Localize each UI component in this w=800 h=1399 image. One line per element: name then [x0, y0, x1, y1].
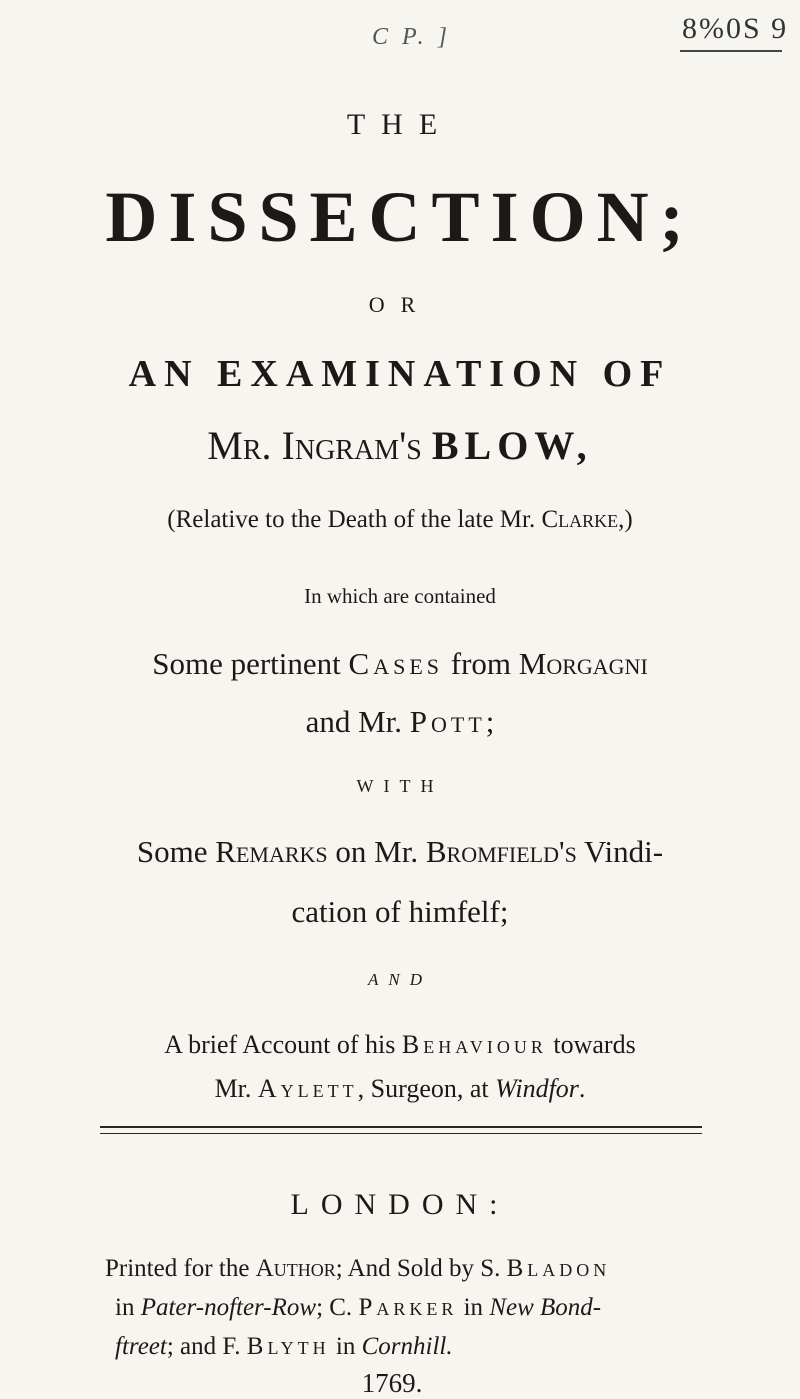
remarks-word: Remarks [215, 834, 328, 869]
brief-towards: towards [546, 1030, 636, 1059]
imprint-paternoster: Pater-nofter-Row [140, 1294, 317, 1321]
imprint-in-2: in [457, 1294, 490, 1321]
brief-line-2 [0, 1074, 800, 1104]
cases-pott: Pott [409, 704, 486, 739]
imprint-city: LONDON: [290, 1188, 510, 1221]
imprint-street: ftreet [115, 1333, 167, 1360]
remarks-end: Vindi- [576, 834, 664, 869]
remarks-on: on Mr. [327, 834, 426, 869]
brief-aylett: Aylett [257, 1074, 358, 1103]
imprint-printed: Printed for the [105, 1255, 256, 1282]
shelfmark-underline [680, 50, 782, 52]
imprint-bladon: Bladon [506, 1255, 611, 1282]
imprint-parker: Parker [358, 1294, 458, 1321]
subtitle-blow [0, 422, 800, 469]
double-rule-bottom [100, 1133, 702, 1134]
title-the: THE [346, 108, 454, 141]
imprint-new-bond: New Bond- [489, 1294, 602, 1321]
shelfmark-right: 8%0S 9 [682, 12, 789, 45]
cases-word: Cases [348, 646, 443, 681]
remarks-text-a: Some [136, 834, 216, 869]
cases-from: from [443, 646, 519, 681]
title-or: OR [368, 292, 432, 317]
brief-line-1 [0, 1030, 800, 1060]
blow-prefix: Mr. Ingram's [207, 423, 422, 468]
imprint-date: 1769. [361, 1368, 423, 1398]
imprint-in: in [115, 1294, 141, 1321]
cases-text-b: and Mr. [305, 704, 410, 739]
subtitle-examination: AN EXAMINATION OF [128, 353, 672, 395]
cases-line-2 [0, 704, 800, 740]
cases-text-a: Some pertinent [152, 646, 349, 681]
cases-morgagni: Morgagni [518, 646, 648, 681]
brief-behaviour: Behaviour [401, 1030, 547, 1059]
imprint-and-f: ; and F. [166, 1333, 247, 1360]
relative-close: ,) [618, 506, 633, 533]
cases-end: ; [485, 704, 495, 739]
imprint-author: Author [255, 1255, 336, 1282]
imprint-blyth: Blyth [246, 1333, 330, 1360]
imprint-sold: ; And Sold by S. [335, 1255, 507, 1282]
title-main: DISSECTION; [105, 177, 695, 257]
imprint-cornhill: Cornhill. [361, 1333, 453, 1360]
relative-line [0, 506, 800, 534]
imprint-c: ; C. [316, 1294, 359, 1321]
brief-end: . [578, 1074, 586, 1103]
imprint-line-3 [115, 1333, 453, 1361]
brief-windsor: Windfor [495, 1074, 579, 1103]
relative-open: (Relative to the Death of the late Mr. [167, 506, 542, 533]
blow-word: BLOW, [431, 423, 593, 468]
imprint-line-1 [105, 1255, 610, 1283]
brief-mid: , Surgeon, at [357, 1074, 496, 1103]
double-rule-top [100, 1126, 702, 1128]
remarks-line-1 [0, 834, 800, 870]
imprint-line-2 [115, 1294, 601, 1322]
remarks-bromfield: Bromfield's [425, 834, 577, 869]
imprint-in-3: in [329, 1333, 362, 1360]
remarks-line-2: cation of himfelf; [291, 894, 509, 929]
brief-text-a: A brief Account of his [164, 1030, 402, 1059]
relative-name: Clarke [541, 506, 619, 533]
cases-line-1 [0, 646, 800, 682]
brief-mr: Mr. [214, 1074, 258, 1103]
contained-line: In which are contained [304, 584, 496, 608]
with-line: WITH [356, 776, 444, 796]
and-line: AND [368, 970, 432, 989]
shelfmark-left: C P. ] [372, 24, 451, 50]
